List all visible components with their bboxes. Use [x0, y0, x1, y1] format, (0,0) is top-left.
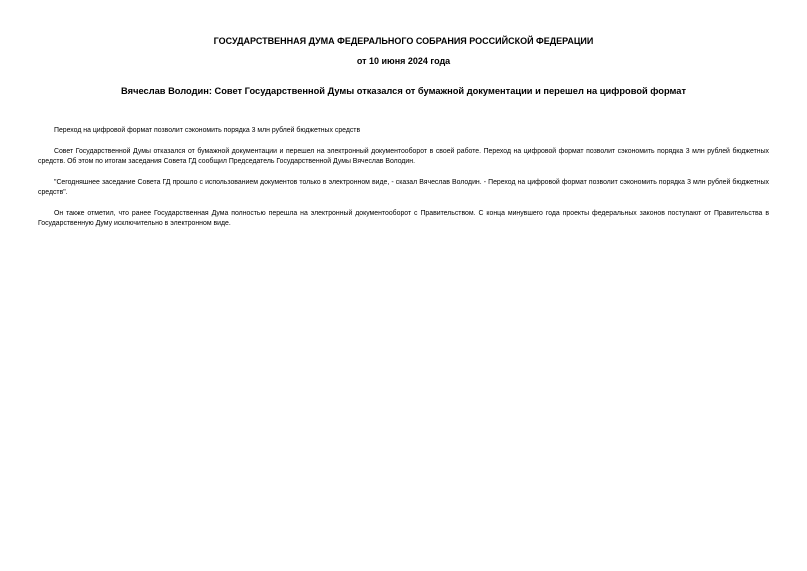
paragraph-lead: Переход на цифровой формат позволит сэкономить порядка 3 млн рублей бюджетных средств: [54, 127, 361, 134]
paragraph-body: Он также отметил, что ранее Государственная Дума полностью перешла на электронный документооборот с Правительством. С конца минувшего года проекты федеральных законов поступают от Правительства в Государственную Думу исключительно в электронном виде.: [38, 210, 769, 227]
paragraph-quote: "Сегодняшнее заседание Совета ГД прошло с использованием документов только в электронном виде, - сказал Вячеслав Володин. - Переход на цифровой формат позволит сэкономить порядка 3 млн рублей бюджетных средств".: [38, 179, 769, 196]
paragraph-body: Совет Государственной Думы отказался от бумажной документации и перешел на электронный документооборот в своей работе. Переход на цифровой формат позволит сэкономить порядка 3 млн рублей бюджетных средств. Об этом по итогам заседания Совета ГД сообщил Председатель Государственной Думы Вячеслав Володин.: [38, 148, 769, 165]
document-date: от 10 июня 2024 года: [356, 56, 451, 66]
organization-header: ГОСУДАРСТВЕННАЯ ДУМА ФЕДЕРАЛЬНОГО СОБРАНИЯ РОССИЙСКОЙ ФЕДЕРАЦИИ: [213, 36, 594, 46]
document-headline: Вячеслав Володин: Совет Государственной Думы отказался от бумажной документации и перешел на цифровой формат: [120, 86, 687, 96]
